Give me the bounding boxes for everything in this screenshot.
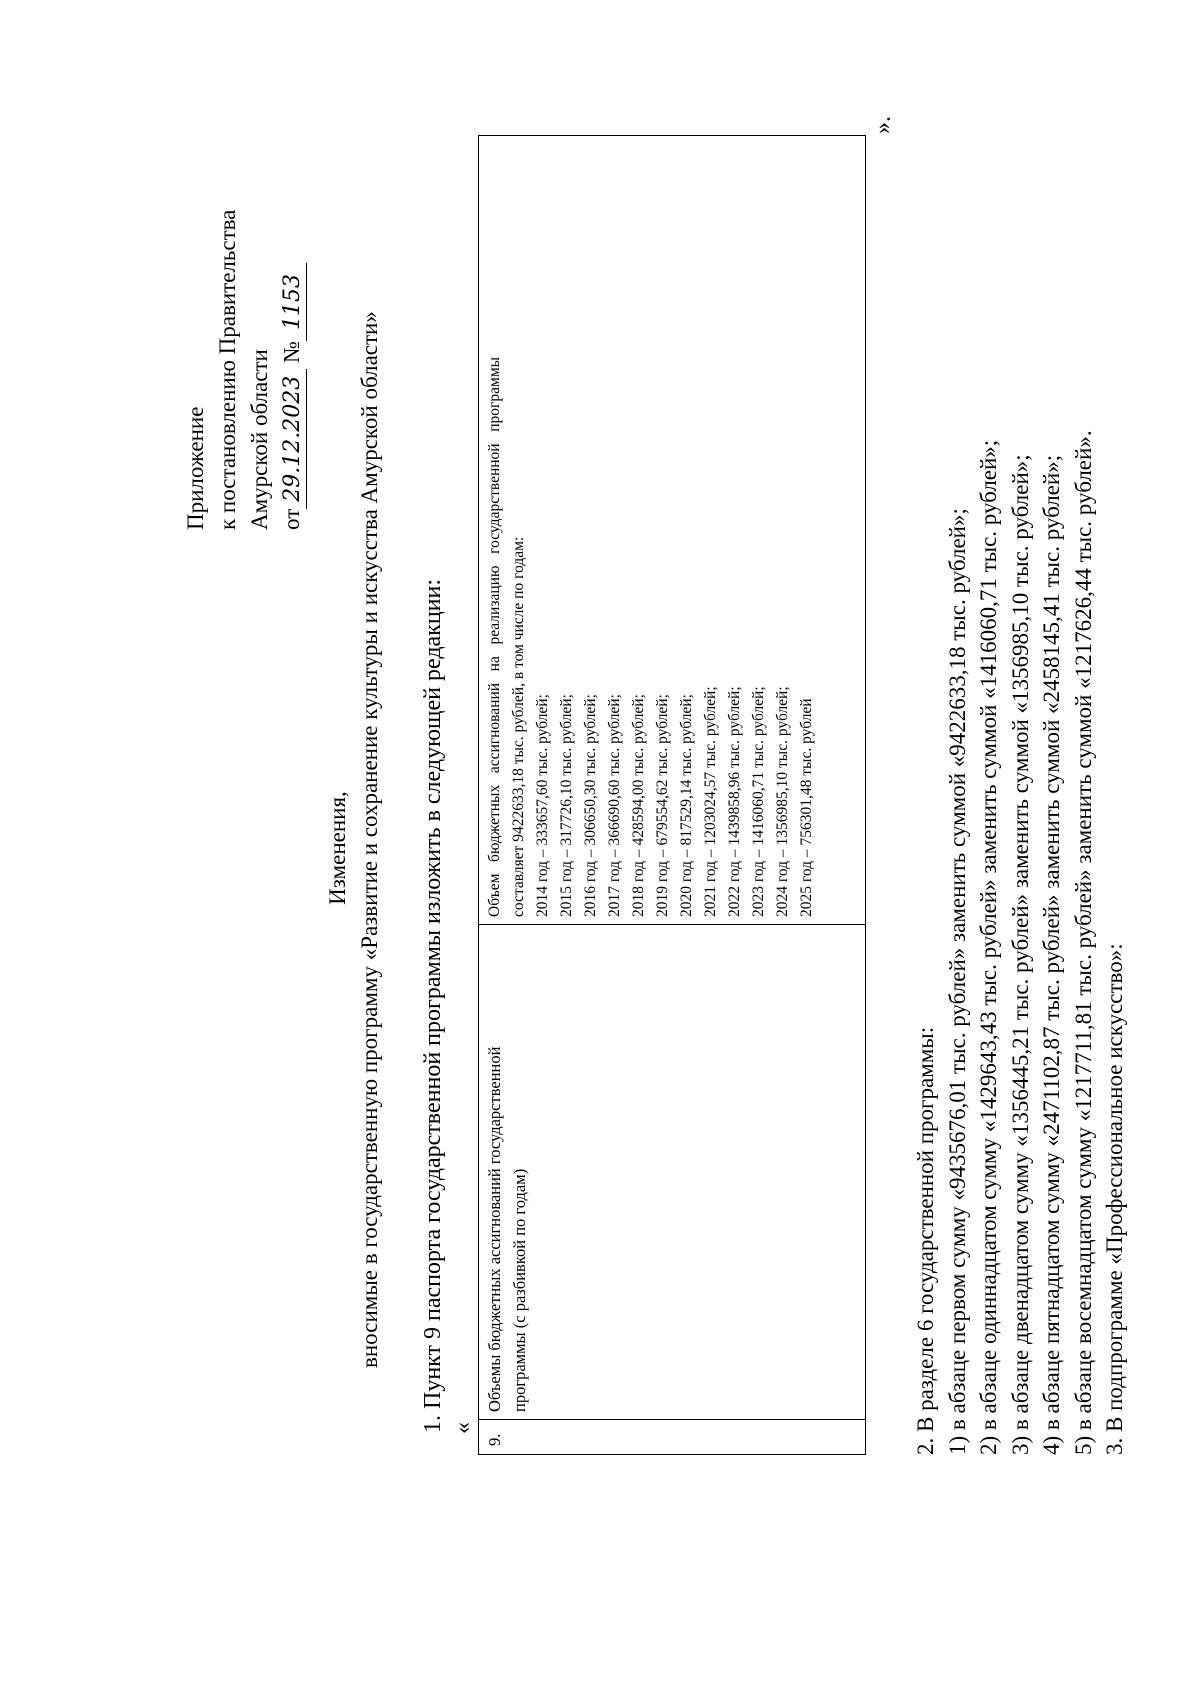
budget-year-2016: 2016 год – 306650,30 тыс. рублей; — [582, 694, 599, 917]
budget-year-2017: 2017 год – 366690,60 тыс. рублей; — [606, 694, 623, 917]
appendix-header — [180, 210, 308, 530]
section-3-heading: 3. В подпрограмме «Профессиональное искусство»: — [1102, 943, 1127, 1455]
table-label-cell — [483, 1047, 532, 1412]
close-quote: ». — [870, 116, 896, 134]
header-line-appendix: Приложение — [183, 406, 208, 530]
date-prefix: от — [279, 508, 304, 530]
title-line-1: Изменения, — [325, 791, 350, 905]
table-content-line-2: составляет 9422633,18 тыс. рублей, в том числе по годам: — [510, 536, 527, 917]
amendment-item-3: 3) в абзаце двенадцатом сумму «1356445,21 тыс. рублей» заменить суммой «1356985,10 тыс. рублей»; — [1007, 454, 1033, 1455]
table-content-cell — [483, 357, 819, 917]
passport-table — [478, 135, 866, 1455]
table-divider-number — [479, 1419, 865, 1420]
table-content-line-1: Объем бюджетных ассигнований на реализацию государственной программы — [486, 356, 503, 917]
amendment-item-2: 2) в абзаце одиннадцатом сумму «1429643,43 тыс. рублей» заменить суммой «1416060,71 тыс. рублей»; — [976, 439, 1001, 1455]
number-prefix: № — [279, 341, 304, 363]
budget-year-2023: 2023 год – 1416060,71 тыс. рублей; — [750, 686, 767, 917]
amendment-item-4: 4) в абзаце пятнадцатом сумму «2471102,87 тыс. рублей» заменить суммой «2458145,41 тыс. рублей»; — [1039, 454, 1064, 1455]
budget-year-2015: 2015 год – 317726,10 тыс. рублей; — [558, 694, 575, 917]
table-divider-label — [479, 924, 865, 925]
budget-year-2022: 2022 год – 1439858,96 тыс. рублей; — [726, 686, 743, 917]
table-row-number: 9. — [485, 1433, 504, 1446]
amendments-list — [910, 430, 1131, 1455]
budget-year-2014: 2014 год – 333657,60 тыс. рублей; — [534, 694, 551, 917]
amendment-item-1: 1) в абзаце первом сумму «9435676,01 тыс. рублей» заменить суммой «9422633,18 тыс. рублей»; — [944, 508, 970, 1455]
handwritten-number: 1153 — [280, 263, 307, 341]
budget-year-2020: 2020 год – 817529,14 тыс. рублей; — [678, 694, 695, 917]
section-1-intro: 1. Пункт 9 паспорта государственной программы изложить в следующей редакции: — [420, 578, 446, 1433]
open-quote: « — [450, 1422, 476, 1434]
budget-year-2025: 2025 год – 756301,48 тыс. рублей — [798, 698, 815, 917]
document-title — [322, 311, 386, 1368]
budget-year-2019: 2019 год – 679554,62 тыс. рублей; — [654, 694, 671, 917]
section-2-heading: 2. В разделе 6 государственной программы: — [913, 1026, 938, 1455]
budget-year-2018: 2018 год – 428594,00 тыс. рублей; — [630, 694, 647, 917]
title-line-2: вносимые в государственную программу «Развитие и сохранение культуры и искусства Амурской области» — [357, 311, 382, 1368]
budget-year-2024: 2024 год – 1356985,10 тыс. рублей; — [774, 686, 791, 917]
header-date-number-line — [276, 210, 308, 530]
table-label-line-1: Объемы бюджетных ассигнований государственной — [485, 1046, 504, 1412]
amendment-item-5: 5) в абзаце восемнадцатом сумму «1217711,81 тыс. рублей» заменить суммой «1217626,44 тыс. рублей». — [1070, 430, 1096, 1455]
header-line-region: Амурской области — [247, 349, 272, 530]
table-label-line-2: программы (с разбивкой по годам) — [509, 1168, 529, 1412]
handwritten-date: 29.12.2023 — [280, 369, 307, 509]
header-line-resolution: к постановлению Правительства — [215, 209, 240, 530]
budget-year-2021: 2021 год – 1203024,57 тыс. рублей; — [702, 686, 719, 917]
